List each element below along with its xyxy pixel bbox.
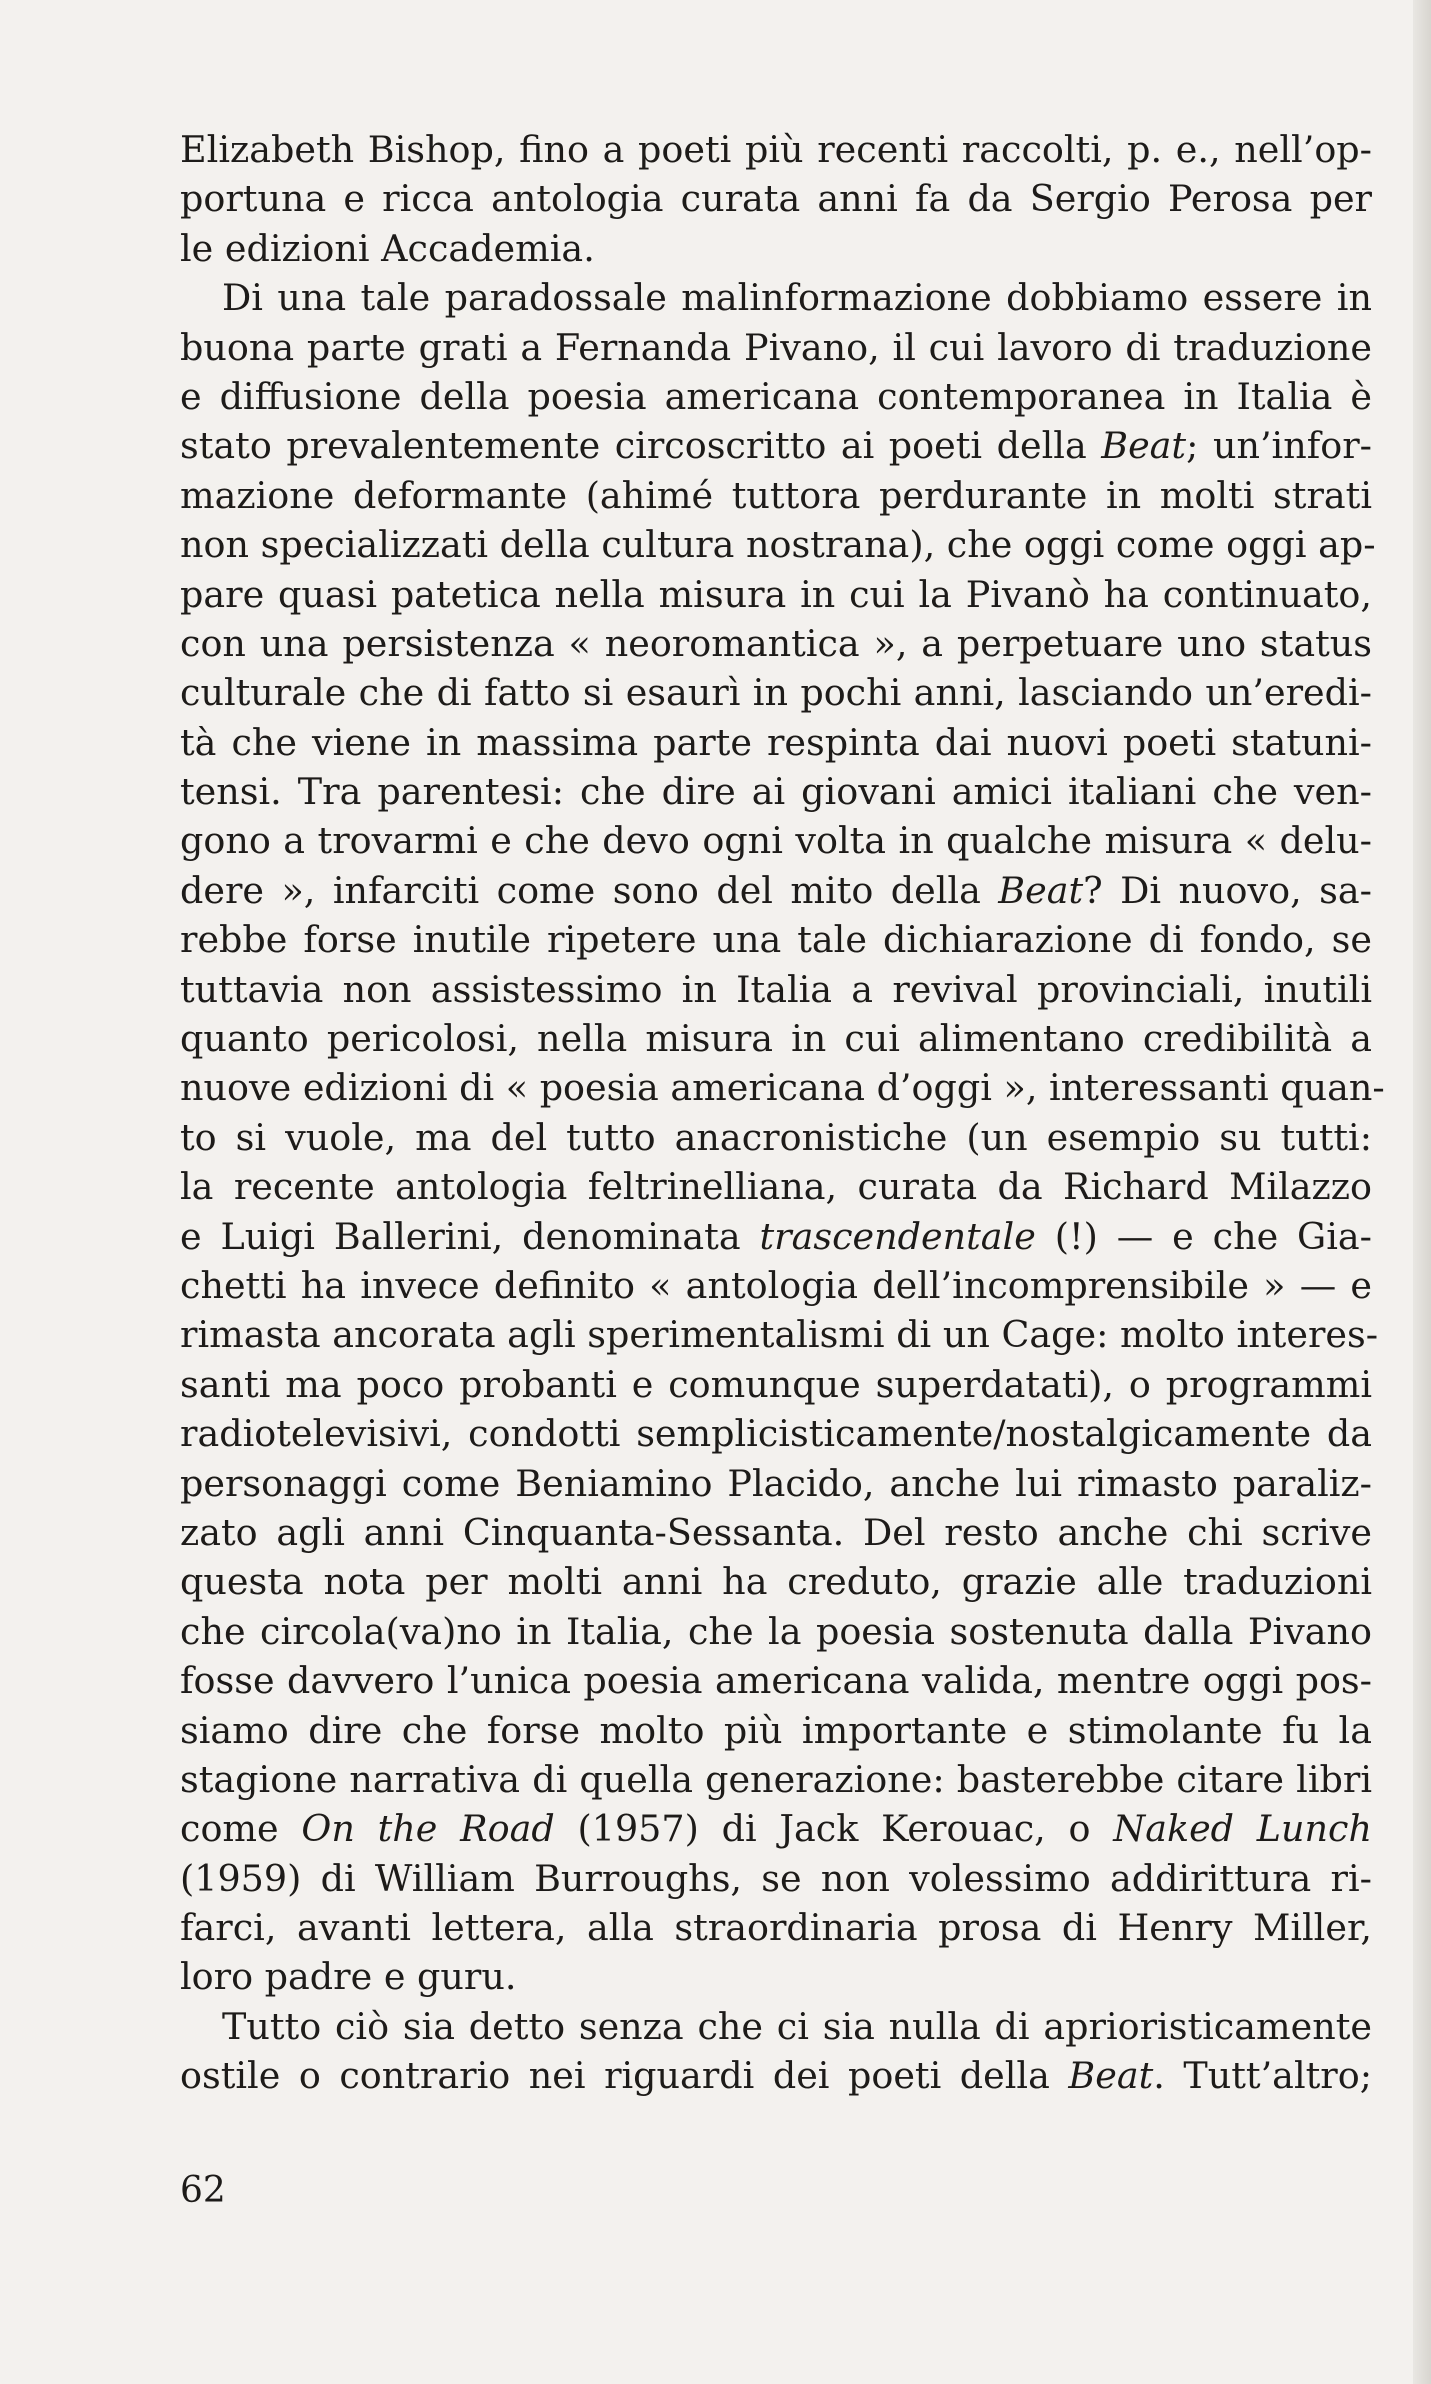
text-line: quanto pericolosi, nella misura in cui alimentano credibilità a (180, 1017, 1372, 1061)
body-text (180, 125, 1385, 2101)
text-line: mazione deformante (ahimé tuttora perdurante in molti strati (180, 473, 1372, 517)
text-line: pare quasi patetica nella misura in cui la Pivanò ha continuato, (180, 572, 1372, 616)
text-line: e diffusione della poesia americana contemporanea in Italia è (180, 374, 1372, 418)
text-line: farci, avanti lettera, alla straordinaria prosa di Henry Miller, (180, 1906, 1372, 1950)
text-line: rebbe forse inutile ripetere una tale dichiarazione di fondo, se (180, 918, 1372, 962)
text-line: stagione narrativa di quella generazione: basterebbe citare libri (180, 1757, 1372, 1801)
text-line: tensi. Tra parentesi: che dire ai giovani amici italiani che ven- (180, 770, 1372, 814)
text-line: tuttavia non assistessimo in Italia a revival provinciali, inutili (180, 967, 1372, 1011)
text-line: tà che viene in massima parte respinta dai nuovi poeti statuni- (180, 720, 1372, 764)
page-number: 62 (180, 2170, 226, 2211)
page-edge (1413, 0, 1431, 2384)
text-line: la recente antologia feltrinelliana, curata da Richard Milazzo (180, 1165, 1372, 1209)
text-line: rimasta ancorata agli sperimentalismi di un Cage: molto interes- (180, 1313, 1379, 1357)
text-line: fosse davvero l’unica poesia americana valida, mentre oggi pos- (180, 1659, 1372, 1703)
text-line: (1959) di William Burroughs, se non volessimo addirittura ri- (180, 1856, 1372, 1900)
text-line: come On the Road (1957) di Jack Kerouac, o Naked Lunch (180, 1807, 1372, 1851)
text-line: Tutto ciò sia detto senza che ci sia nulla di aprioristicamente (222, 2004, 1372, 2048)
text-line: buona parte grati a Fernanda Pivano, il cui lavoro di traduzione (180, 325, 1372, 369)
text-line: con una persistenza « neoromantica », a perpetuare uno status (180, 621, 1372, 665)
text-line: e Luigi Ballerini, denominata trascendentale (!) — e che Gia- (180, 1214, 1372, 1258)
text-line: santi ma poco probanti e comunque superdatati), o programmi (180, 1362, 1372, 1406)
text-line: loro padre e guru. (180, 1955, 517, 1999)
text-line: radiotelevisivi, condotti semplicisticamente/nostalgicamente da (180, 1412, 1372, 1456)
text-line: dere », infarciti come sono del mito della Beat? Di nuovo, sa- (180, 868, 1372, 912)
text-line: questa nota per molti anni ha creduto, grazie alle traduzioni (180, 1560, 1372, 1604)
text-line: stato prevalentemente circoscritto ai poeti della Beat; un’infor- (180, 424, 1373, 468)
text-line: to si vuole, ma del tutto anacronistiche (un esempio su tutti: (180, 1115, 1372, 1159)
text-line: Di una tale paradossale malinformazione dobbiamo essere in (222, 276, 1372, 320)
text-line: non specializzati della cultura nostrana), che oggi come oggi ap- (180, 523, 1376, 567)
text-line: gono a trovarmi e che devo ogni volta in qualche misura « delu- (180, 819, 1372, 863)
text-line: nuove edizioni di « poesia americana d’oggi », interessanti quan- (180, 1066, 1385, 1110)
text-line: portuna e ricca antologia curata anni fa da Sergio Perosa per (180, 177, 1372, 221)
text-line: Elizabeth Bishop, fino a poeti più recenti raccolti, p. e., nell’op- (180, 128, 1372, 171)
text-line: personaggi come Beniamino Placido, anche lui rimasto paraliz- (180, 1461, 1372, 1505)
text-line: culturale che di fatto si esaurì in pochi anni, lasciando un’eredi- (180, 671, 1372, 715)
text-line: siamo dire che forse molto più importante e stimolante fu la (180, 1708, 1372, 1752)
text-line: le edizioni Accademia. (180, 226, 595, 270)
text-line: che circola(va)no in Italia, che la poesia sostenuta dalla Pivano (180, 1609, 1372, 1653)
text-line: ostile o contrario nei riguardi dei poeti della Beat. Tutt’altro; (180, 2054, 1373, 2098)
text-line: zato agli anni Cinquanta-Sessanta. Del resto anche chi scrive (180, 1510, 1372, 1554)
text-line: chetti ha invece definito « antologia dell’incomprensibile » — e (180, 1263, 1372, 1307)
